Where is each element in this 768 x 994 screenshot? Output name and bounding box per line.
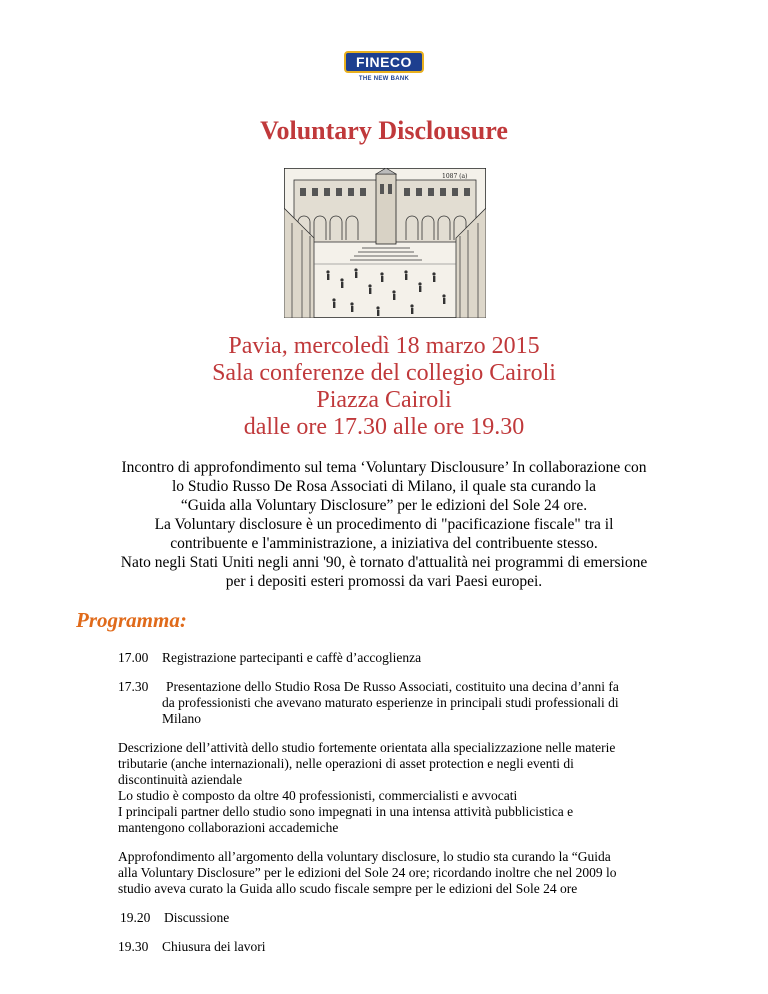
program-list — [118, 650, 718, 955]
description-line: tributarie (anche internazionali), nelle operazioni di asset protection e negli eventi di — [118, 756, 574, 771]
intro-line: La Voluntary disclosure è un procedimento di "pacificazione fiscale" tra il — [154, 516, 614, 533]
program-text: da professionisti che avevano maturato esperienze in principali studi professionali di — [162, 695, 619, 710]
program-item — [118, 679, 718, 695]
description-line: Lo studio è composto da oltre 40 professionisti, commercialisti e avvocati — [118, 788, 518, 803]
intro-line: contribuente e l'amministrazione, a iniziativa del contribuente stesso. — [170, 535, 598, 552]
program-text: Discussione — [164, 910, 230, 925]
program-text: Chiusura dei lavori — [162, 939, 266, 954]
intro-text — [64, 458, 704, 591]
approf-line: studio aveva curato la Guida allo scudo fiscale sempre per le edizioni del Sole 24 ore — [118, 881, 578, 896]
event-date: Pavia, mercoledì 18 marzo 2015 — [228, 333, 540, 359]
intro-line: Incontro di approfondimento sul tema ‘Voluntary Disclousure’ In collaborazione con — [121, 459, 647, 476]
intro-line: per i depositi esteri promossi da vari Paesi europei. — [225, 573, 543, 590]
program-text: Milano — [162, 711, 201, 726]
program-approfondimento — [118, 849, 718, 897]
fineco-logo — [340, 49, 428, 89]
page-title: Voluntary Disclousure — [260, 116, 508, 145]
program-item — [118, 910, 718, 926]
intro-line: Nato negli Stati Uniti negli anni '90, è tornato d'attualità nei programmi di emersione — [120, 554, 648, 571]
engraving-image — [284, 168, 486, 318]
program-time: 19.30 — [118, 939, 149, 954]
description-line: I principali partner dello studio sono impegnati in una intensa attività pubblicistica e — [118, 804, 574, 819]
event-venue: Sala conferenze del collegio Cairoli — [212, 360, 556, 386]
program-time: 19.20 — [120, 910, 151, 925]
program-description — [118, 740, 718, 836]
approf-line: Approfondimento all’argomento della voluntary disclosure, lo studio sta curando la “Guida — [118, 849, 611, 864]
engraving-caption: 1087 (a) — [442, 173, 468, 180]
program-item — [118, 939, 718, 955]
description-line: Descrizione dell’attività dello studio fortemente orientata alla specializzazione nelle materie — [118, 740, 616, 755]
logo-tagline: THE NEW BANK — [358, 76, 410, 82]
description-line: mantengono collaborazioni accademiche — [118, 820, 339, 835]
event-square: Piazza Cairoli — [316, 387, 452, 413]
approf-line: alla Voluntary Disclosure” per le edizioni del Sole 24 ore; ricordando inoltre che nel 2009 lo — [118, 865, 617, 880]
program-item — [118, 650, 718, 666]
program-text: Registrazione partecipanti e caffè d’accoglienza — [162, 650, 422, 665]
logo-brand: FINECO — [344, 51, 424, 73]
event-details — [0, 333, 768, 441]
program-time: 17.30 — [118, 679, 149, 694]
event-time: dalle ore 17.30 alle ore 19.30 — [243, 414, 525, 440]
intro-line: “Guida alla Voluntary Disclosure” per le edizioni del Sole 24 ore. — [180, 497, 588, 514]
program-text: Presentazione dello Studio Rosa De Russo Associati, costituito una decina d’anni fa — [166, 679, 619, 694]
program-time: 17.00 — [118, 650, 149, 665]
intro-line: lo Studio Russo De Rosa Associati di Milano, il quale sta curando la — [171, 478, 597, 495]
description-line: discontinuità aziendale — [118, 772, 243, 787]
program-heading: Programma: — [76, 608, 187, 632]
